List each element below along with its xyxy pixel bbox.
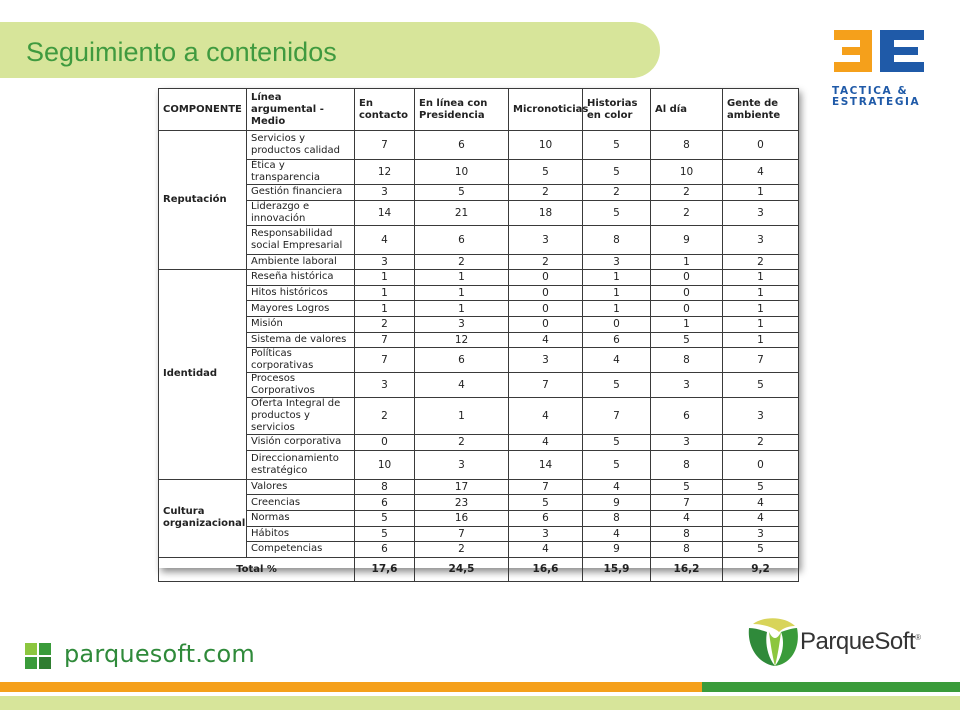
value-cell: 0: [651, 285, 723, 301]
value-cell: 3: [583, 254, 651, 270]
parquesoft-wordmark: [800, 628, 921, 656]
medio-cell: Misión: [247, 316, 355, 332]
value-cell: 5: [723, 542, 799, 558]
table-row: [159, 270, 799, 286]
table-row: [159, 373, 799, 398]
value-cell: 8: [651, 542, 723, 558]
value-cell: 12: [415, 332, 509, 348]
medio-cell: Creencias: [247, 495, 355, 511]
total-value-cell: 16,6: [509, 557, 583, 581]
value-cell: 1: [723, 270, 799, 286]
value-cell: 3: [723, 526, 799, 542]
slide-title: Seguimiento a contenidos: [26, 37, 337, 67]
value-cell: 12: [355, 160, 415, 185]
value-cell: 1: [723, 316, 799, 332]
parquesoft-square-icon: [25, 643, 51, 669]
value-cell: 4: [723, 160, 799, 185]
footer-url: parquesoft.com: [64, 640, 255, 668]
value-cell: 14: [509, 450, 583, 479]
value-cell: 1: [651, 316, 723, 332]
table-row: [159, 225, 799, 254]
value-cell: 2: [415, 435, 509, 451]
value-cell: 0: [509, 316, 583, 332]
value-cell: 7: [509, 373, 583, 398]
value-cell: 10: [651, 160, 723, 185]
table-row: [159, 131, 799, 160]
medio-cell: Normas: [247, 510, 355, 526]
value-cell: 10: [509, 131, 583, 160]
value-cell: 1: [583, 301, 651, 317]
table-row: [159, 495, 799, 511]
column-header: Al día: [651, 89, 723, 131]
table-row: [159, 285, 799, 301]
value-cell: 5: [723, 479, 799, 495]
table-row: [159, 510, 799, 526]
value-cell: 2: [509, 185, 583, 201]
value-cell: 6: [583, 332, 651, 348]
brand-line-2: ESTRATEGIA: [832, 96, 921, 108]
value-cell: 7: [651, 495, 723, 511]
value-cell: 8: [583, 225, 651, 254]
medio-cell: Ética y transparencia: [247, 160, 355, 185]
value-cell: 2: [651, 185, 723, 201]
content-table-image: [158, 88, 798, 576]
medio-cell: Direccionamiento estratégico: [247, 450, 355, 479]
value-cell: 6: [415, 348, 509, 373]
value-cell: 1: [723, 332, 799, 348]
total-row: [159, 557, 799, 581]
value-cell: 1: [651, 254, 723, 270]
value-cell: 3: [355, 373, 415, 398]
value-cell: 3: [355, 254, 415, 270]
column-header: En línea con Presidencia: [415, 89, 509, 131]
value-cell: 23: [415, 495, 509, 511]
value-cell: 6: [651, 398, 723, 435]
value-cell: 7: [509, 479, 583, 495]
value-cell: 5: [509, 160, 583, 185]
table-row: [159, 435, 799, 451]
value-cell: 5: [651, 479, 723, 495]
medio-cell: Gestión financiera: [247, 185, 355, 201]
value-cell: 0: [723, 450, 799, 479]
footer-stripe-green: [702, 682, 960, 692]
value-cell: 4: [509, 398, 583, 435]
total-value-cell: 24,5: [415, 557, 509, 581]
value-cell: 5: [583, 200, 651, 225]
value-cell: 4: [355, 225, 415, 254]
value-cell: 9: [651, 225, 723, 254]
medio-cell: Liderazgo e innovación: [247, 200, 355, 225]
value-cell: 17: [415, 479, 509, 495]
value-cell: 5: [583, 160, 651, 185]
value-cell: 5: [583, 373, 651, 398]
column-header: Línea argumental - Medio: [247, 89, 355, 131]
value-cell: 6: [415, 225, 509, 254]
value-cell: 2: [723, 254, 799, 270]
medio-cell: Valores: [247, 479, 355, 495]
value-cell: 2: [415, 254, 509, 270]
value-cell: 3: [723, 225, 799, 254]
value-cell: 3: [651, 435, 723, 451]
parquesoft-flower-logo: [745, 618, 805, 668]
value-cell: 6: [415, 131, 509, 160]
table-row: [159, 316, 799, 332]
value-cell: 5: [583, 450, 651, 479]
value-cell: 7: [415, 526, 509, 542]
value-cell: 8: [583, 510, 651, 526]
value-cell: 21: [415, 200, 509, 225]
component-cell: Cultura organizacional: [159, 479, 247, 557]
value-cell: 4: [723, 495, 799, 511]
medio-cell: Procesos Corporativos: [247, 373, 355, 398]
value-cell: 2: [509, 254, 583, 270]
brand-line-1: TACTICA &: [832, 85, 909, 97]
value-cell: 3: [509, 526, 583, 542]
value-cell: 7: [355, 332, 415, 348]
total-label: Total %: [159, 557, 355, 581]
value-cell: 9: [583, 495, 651, 511]
value-cell: 1: [415, 270, 509, 286]
value-cell: 5: [651, 332, 723, 348]
table-row: [159, 160, 799, 185]
table-row: [159, 479, 799, 495]
value-cell: 0: [509, 285, 583, 301]
value-cell: 4: [583, 526, 651, 542]
component-cell: Reputación: [159, 131, 247, 270]
value-cell: 2: [415, 542, 509, 558]
value-cell: 1: [723, 285, 799, 301]
column-header: Historias en color: [583, 89, 651, 131]
value-cell: 4: [415, 373, 509, 398]
value-cell: 3: [723, 398, 799, 435]
value-cell: 1: [415, 285, 509, 301]
medio-cell: Oferta Integral de productos y servicios: [247, 398, 355, 435]
value-cell: 8: [651, 348, 723, 373]
table-row: [159, 254, 799, 270]
value-cell: 3: [723, 200, 799, 225]
value-cell: 4: [509, 332, 583, 348]
value-cell: 1: [355, 270, 415, 286]
column-header: Micronoticias: [509, 89, 583, 131]
value-cell: 5: [583, 435, 651, 451]
value-cell: 14: [355, 200, 415, 225]
tactica-estrategia-wordmark: [832, 86, 928, 108]
table-header: [159, 89, 799, 131]
value-cell: 1: [415, 301, 509, 317]
value-cell: 3: [355, 185, 415, 201]
footer-stripe-light: [0, 696, 960, 710]
value-cell: 6: [355, 542, 415, 558]
value-cell: 1: [583, 285, 651, 301]
registered-mark: ®: [915, 633, 921, 642]
medio-cell: Hitos históricos: [247, 285, 355, 301]
value-cell: 1: [355, 285, 415, 301]
medio-cell: Hábitos: [247, 526, 355, 542]
value-cell: 7: [355, 348, 415, 373]
value-cell: 9: [583, 542, 651, 558]
value-cell: 4: [509, 435, 583, 451]
medio-cell: Competencias: [247, 542, 355, 558]
table-row: [159, 332, 799, 348]
medio-cell: Visión corporativa: [247, 435, 355, 451]
table-row: [159, 450, 799, 479]
medio-cell: Ambiente laboral: [247, 254, 355, 270]
total-value-cell: 16,2: [651, 557, 723, 581]
value-cell: 5: [723, 373, 799, 398]
table-row: [159, 398, 799, 435]
total-value-cell: 15,9: [583, 557, 651, 581]
medio-cell: Políticas corporativas: [247, 348, 355, 373]
value-cell: 5: [583, 131, 651, 160]
value-cell: 0: [509, 301, 583, 317]
value-cell: 0: [509, 270, 583, 286]
value-cell: 2: [355, 398, 415, 435]
value-cell: 7: [355, 131, 415, 160]
column-header: COMPONENTE: [159, 89, 247, 131]
column-header: Gente de ambiente: [723, 89, 799, 131]
value-cell: 1: [415, 398, 509, 435]
value-cell: 2: [651, 200, 723, 225]
value-cell: 10: [415, 160, 509, 185]
value-cell: 8: [651, 450, 723, 479]
value-cell: 2: [723, 435, 799, 451]
value-cell: 5: [355, 526, 415, 542]
value-cell: 0: [355, 435, 415, 451]
medio-cell: Reseña histórica: [247, 270, 355, 286]
value-cell: 18: [509, 200, 583, 225]
footer-stripe-orange: [0, 682, 702, 692]
table-row: [159, 348, 799, 373]
value-cell: 1: [355, 301, 415, 317]
value-cell: 16: [415, 510, 509, 526]
table-row: [159, 200, 799, 225]
table-row: [159, 185, 799, 201]
medio-cell: Responsabilidad social Empresarial: [247, 225, 355, 254]
value-cell: 3: [509, 225, 583, 254]
medio-cell: Servicios y productos calidad: [247, 131, 355, 160]
medio-cell: Mayores Logros: [247, 301, 355, 317]
value-cell: 3: [651, 373, 723, 398]
value-cell: 4: [583, 348, 651, 373]
value-cell: 4: [723, 510, 799, 526]
value-cell: 8: [651, 131, 723, 160]
parquesoft-wordmark-text: ParqueSoft: [800, 628, 916, 655]
value-cell: 2: [355, 316, 415, 332]
value-cell: 0: [651, 270, 723, 286]
value-cell: 0: [651, 301, 723, 317]
value-cell: 8: [651, 526, 723, 542]
value-cell: 1: [723, 301, 799, 317]
value-cell: 5: [355, 510, 415, 526]
medio-cell: Sistema de valores: [247, 332, 355, 348]
value-cell: 10: [355, 450, 415, 479]
value-cell: 3: [415, 450, 509, 479]
value-cell: 0: [583, 316, 651, 332]
value-cell: 5: [509, 495, 583, 511]
table-body: [159, 131, 799, 582]
component-cell: Identidad: [159, 270, 247, 480]
total-value-cell: 17,6: [355, 557, 415, 581]
value-cell: 0: [723, 131, 799, 160]
value-cell: 3: [415, 316, 509, 332]
value-cell: 1: [723, 185, 799, 201]
table-row: [159, 301, 799, 317]
total-value-cell: 9,2: [723, 557, 799, 581]
value-cell: 4: [583, 479, 651, 495]
content-table: [158, 88, 799, 582]
table-row: [159, 526, 799, 542]
value-cell: 4: [509, 542, 583, 558]
value-cell: 8: [355, 479, 415, 495]
value-cell: 7: [723, 348, 799, 373]
column-header: En contacto: [355, 89, 415, 131]
table-row: [159, 542, 799, 558]
value-cell: 6: [509, 510, 583, 526]
value-cell: 3: [509, 348, 583, 373]
value-cell: 7: [583, 398, 651, 435]
value-cell: 1: [583, 270, 651, 286]
value-cell: 6: [355, 495, 415, 511]
value-cell: 2: [583, 185, 651, 201]
value-cell: 5: [415, 185, 509, 201]
value-cell: 4: [651, 510, 723, 526]
